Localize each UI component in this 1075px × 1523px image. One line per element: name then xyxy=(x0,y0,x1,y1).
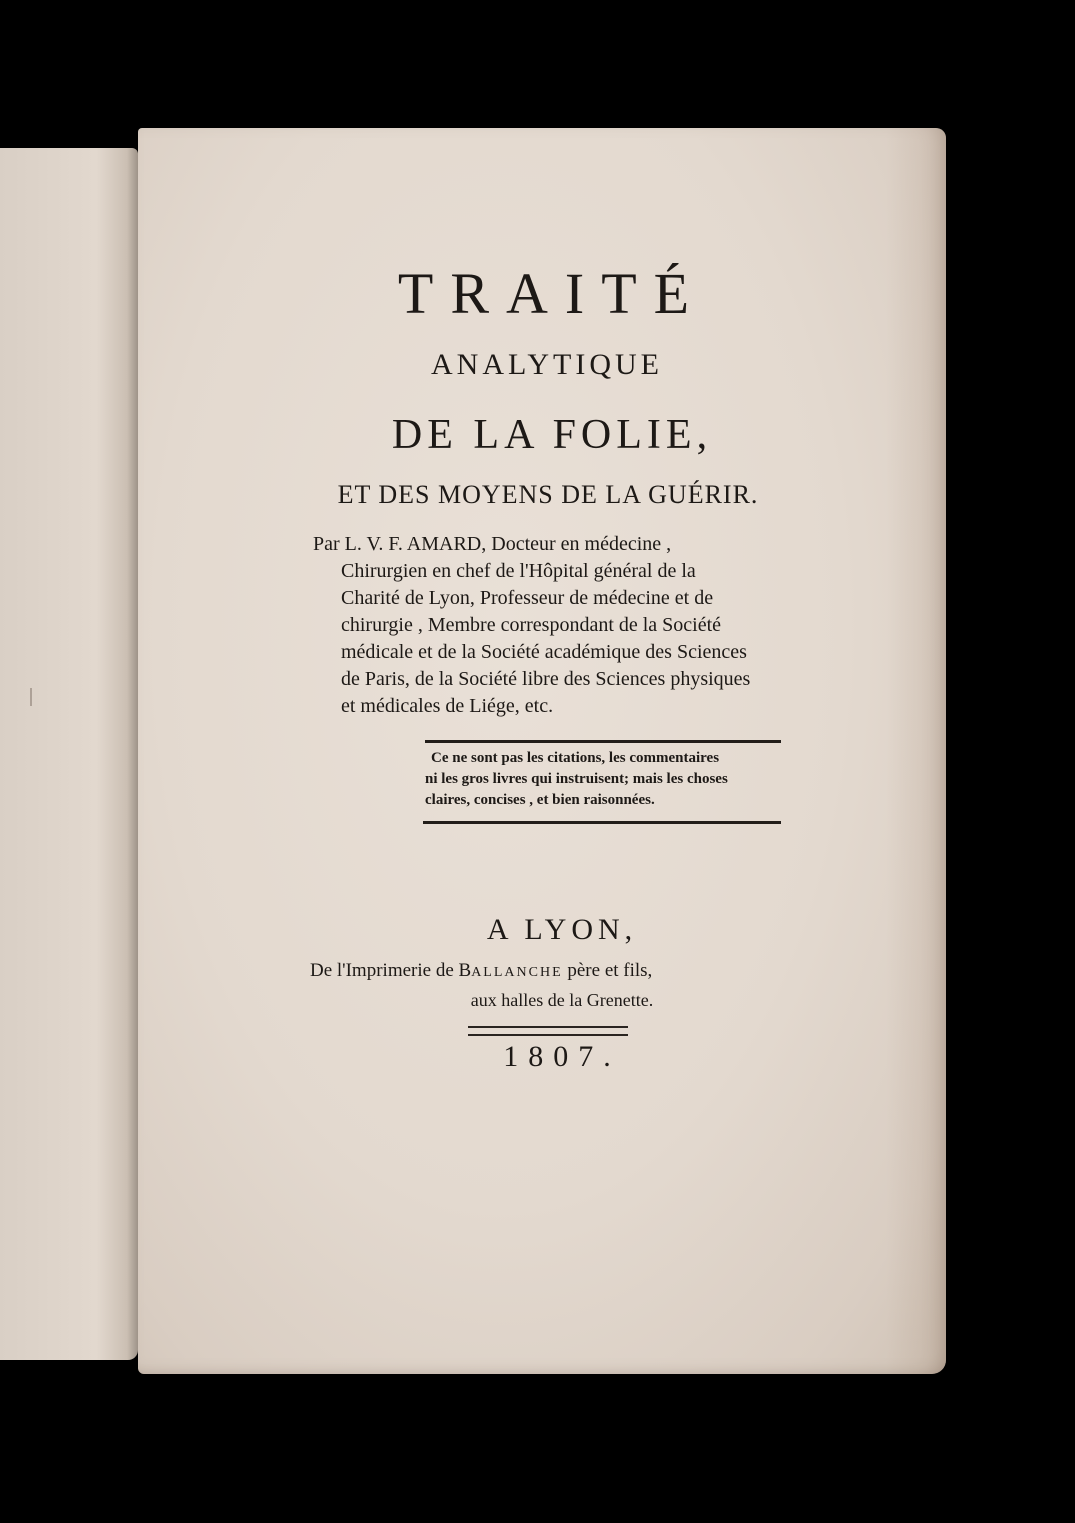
subtitle-de-la-folie: DE LA FOLIE, xyxy=(391,412,713,458)
author-line: chirurgie , Membre correspondant de la Société xyxy=(341,614,722,636)
title-page xyxy=(138,128,946,1374)
imprint-printer xyxy=(310,960,652,982)
book-title: TRAITÉ xyxy=(397,261,707,326)
printer-prefix: De l'Imprimerie de B xyxy=(310,960,472,981)
double-rule xyxy=(468,1026,628,1036)
printer-name-smallcaps: ALLANCHE xyxy=(471,965,563,980)
imprint-address: aux halles de la Grenette. xyxy=(470,990,654,1010)
page-mark xyxy=(30,688,32,706)
subtitle-moyens: ET DES MOYENS DE LA GUÉRIR. xyxy=(337,480,759,509)
epigraph-top-rule xyxy=(425,740,781,743)
author-block xyxy=(313,531,793,720)
author-line: Par L. V. F. AMARD, Docteur en médecine , xyxy=(313,533,672,555)
epigraph-line: claires, concises , et bien raisonnées. xyxy=(425,792,655,808)
epigraph-line: ni les gros livres qui instruisent; mais les choses xyxy=(425,771,728,787)
epigraph-bottom-rule xyxy=(423,821,781,824)
author-line: médicale et de la Société académique des Sciences xyxy=(341,641,747,663)
author-line: Chirurgien en chef de l'Hôpital général de la xyxy=(341,560,696,582)
epigraph-line: Ce ne sont pas les citations, les commentaires xyxy=(431,750,720,766)
printer-suffix: père et fils, xyxy=(562,960,653,981)
publication-year: 1807. xyxy=(503,1040,621,1073)
imprint-place: A LYON, xyxy=(486,913,638,946)
left-page-edge xyxy=(0,148,138,1360)
author-line: Charité de Lyon, Professeur de médecine et de xyxy=(341,587,714,609)
epigraph xyxy=(425,748,785,811)
author-line: et médicales de Liége, etc. xyxy=(341,695,554,717)
author-line: de Paris, de la Société libre des Sciences physiques xyxy=(341,668,751,690)
subtitle-analytique: ANALYTIQUE xyxy=(431,348,663,381)
